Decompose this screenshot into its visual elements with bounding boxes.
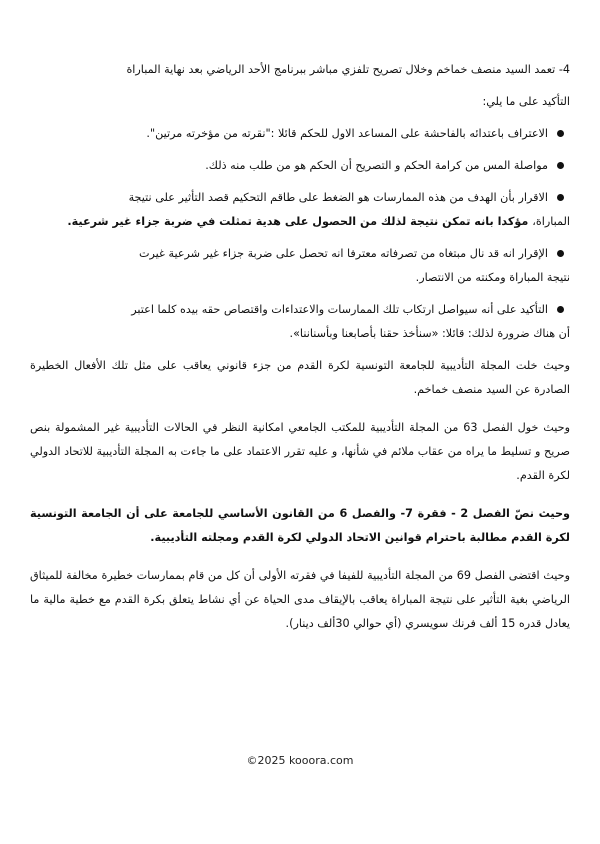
bullet-item [30,122,570,146]
document-body [30,58,570,650]
bullet-item [30,154,570,178]
bullet-continuation: أن هناك ضرورة لذلك: قائلا: «سنأخذ حقنا بأصابعنا وبأسناننا». [289,327,570,340]
bullet-dot-icon [557,306,564,313]
bullet-text: الاعتراف باعتدائه بالفاحشة على المساعد الاول للحكم قائلا :"نقرته من مؤخرته مرتين". [146,127,548,140]
bullet-continuation-bold: مؤكدا بانه تمكن نتيجة لذلك من الحصول على هدية تمثلت في ضربة جزاء غير شرعية. [67,215,533,228]
bullet-continuation: نتيجة المباراة ومكنته من الانتصار. [415,271,570,284]
paragraph-4: وحيث اقتضى الفصل 69 من المجلة التأديبية للفيفا في فقرته الأولى أن كل من قام بممارسات خطيرة مخالفة للميثاق الرياضي بغية التأثير على نتيجة المباراة يعاقب بالإيقاف مدى الحياة عن أي نشاط يتعلق بكرة القدم مع خطية مالية ما يعادل قدره 15 ألف فرنك سويسري (أي حوالي 30ألف دينار). [30,569,570,630]
intro-line-2: التأكيد على ما يلي: [482,95,570,108]
paragraph-1: وحيث خلت المجلة التأديبية للجامعة التونسية لكرة القدم من جزء قانوني يعاقب على مثل تلك الأفعال الخطيرة الصادرة عن السيد منصف خماخم. [30,359,570,396]
bullet-dot-icon [557,130,564,137]
bullet-text: الاقرار بأن الهدف من هذه الممارسات هو الضغط على طاقم التحكيم قصد التأثير على نتيجة [128,191,548,204]
bullet-text: التأكيد على أنه سيواصل ارتكاب تلك الممارسات والاعتداءات واقتصاص حقه بيده كلما اعتبر [131,303,548,316]
bullet-continuation-text: المباراة، [532,215,570,228]
paragraph-3: وحيث نصّ الفصل 2 - فقرة 7- والفصل 6 من القانون الأساسي للجامعة على أن الجامعة التونسية لكرة القدم مطالبة باحترام قوانين الاتحاد الدولي لكرة القدم ومجلته التأديبية. [30,507,571,544]
bullet-dot-icon [557,250,564,257]
paragraph-2: وحيث خول الفصل 63 من المجلة التأديبية للمكتب الجامعي امكانية النظر في الحالات التأديبية غير المشمولة بنص صريح و تسليط ما يراه من عقاب ملائم في شأنها، و عليه تقرر الاعتماد على ما جاءت به المجلة التأديبية للاتحاد الدولي لكرة القدم. [30,421,570,482]
bullet-item [30,242,570,290]
bullet-text: مواصلة المس من كرامة الحكم و التصريح أن الحكم هو من طلب منه ذلك. [205,159,548,172]
bullet-item [30,186,570,234]
bullet-dot-icon [557,162,564,169]
watermark: ©2025 kooora.com [246,754,354,767]
bullet-dot-icon [557,194,564,201]
bullet-item [30,298,570,346]
bullet-continuation [30,210,570,234]
bullet-text: الإقرار انه قد نال مبتغاه من تصرفاته معترفا انه تحصل على ضربة جزاء غير شرعية غيرت [138,247,548,260]
intro-line-1: 4- تعمد السيد منصف خماخم وخلال تصريح تلفزي مباشر ببرنامج الأحد الرياضي بعد نهاية المباراة [126,63,570,76]
